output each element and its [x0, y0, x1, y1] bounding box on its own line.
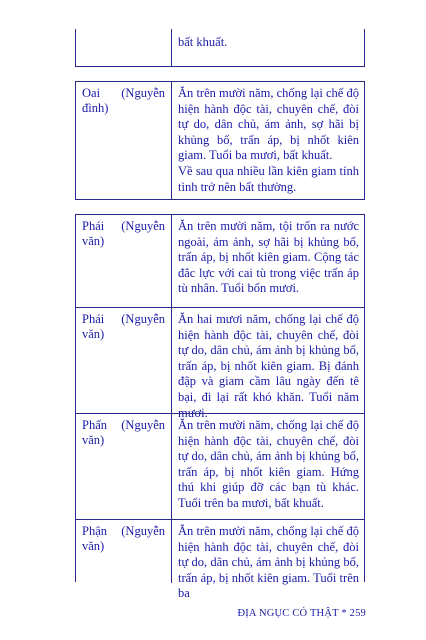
- table-main: [75, 214, 365, 601]
- description-cell: [172, 82, 364, 199]
- middle-name: văn): [82, 433, 105, 447]
- description-text: Ăn trên mười năm, tội trốn ra nước ngoài, ám ảnh, sợ hãi bị khủng bố, trấn áp, bị nhốt kiên giam. Cộng tác đắc lực với cai tù trong việc trấn áp tù nhân. Tuổi bốn mươi.: [178, 219, 359, 296]
- family-name: (Nguyễn: [121, 86, 165, 100]
- given-name: Phái: [82, 219, 105, 233]
- family-name: (Nguyễn: [121, 312, 165, 326]
- family-name: (Nguyễn: [121, 219, 165, 233]
- description-text: Ăn trên mười năm, chống lại chế độ hiện hành độc tài, chuyên chế, đòi tự do, dân chủ, ám ảnh, sợ hãi bị khủng bố, trấn áp, bị nhốt kiên giam. Tuổi ba mươi, bất khuất.: [178, 86, 359, 163]
- middle-name: văn): [82, 539, 105, 553]
- given-name: Oai: [82, 86, 101, 100]
- given-name: Phấn: [82, 418, 107, 432]
- middle-name: đình): [82, 101, 109, 115]
- name-cell: [76, 307, 172, 413]
- name-cell: [76, 82, 172, 199]
- table-continued: [75, 29, 365, 67]
- description-text: bất khuất.: [178, 35, 228, 49]
- middle-name: văn): [82, 327, 105, 341]
- name-cell: [76, 215, 172, 307]
- description-cell: [172, 215, 364, 307]
- description-text: Ăn trên mười năm, chống lại chế độ hiện hành độc tài, chuyên chế, đòi tự do, dân chủ, ám ảnh bị khủng bố, trấn áp, bị nhốt kiên giam. Hứng thú khi giúp đỡ các bạn tù khác. Tuổi trên ba mươi, bất khuất.: [178, 418, 359, 510]
- description-cell: [172, 29, 364, 66]
- description-text: Ăn trên mười năm, chống lại chế độ hiện hành độc tài, chuyên chế, đòi tự do, dân chủ, ám ảnh bị khủng bố, trấn áp, bị nhốt kiên giam. Tuổi trên ba: [178, 524, 359, 601]
- family-name: (Nguyễn: [121, 418, 165, 432]
- description-text: Ăn hai mươi năm, chống lại chế độ hiện hành độc tài, chuyên chế, đòi tự do, dân chủ, ám ảnh bị khủng bố, trấn áp, bị nhốt kiên giam. Bị đánh đập và giam cầm lâu ngày đến tê bại, đi lại rất khó khăn. Tuổi năm mươi.: [178, 312, 359, 420]
- page-footer: ĐỊA NGỤC CÓ THẬT * 259: [237, 608, 366, 619]
- description-cell: [172, 413, 364, 519]
- given-name: Phận: [82, 524, 107, 538]
- description-cell: [172, 519, 364, 601]
- name-cell: [76, 29, 172, 66]
- table-oai: [75, 81, 365, 200]
- given-name: Phái: [82, 312, 105, 326]
- name-cell: [76, 519, 172, 583]
- middle-name: văn): [82, 234, 105, 248]
- description-text-2: Về sau qua nhiều lần kiên giam tính tình trở nên bất thường.: [178, 163, 359, 194]
- family-name: (Nguyễn: [121, 524, 165, 538]
- name-cell: [76, 413, 172, 519]
- description-cell: [172, 307, 364, 420]
